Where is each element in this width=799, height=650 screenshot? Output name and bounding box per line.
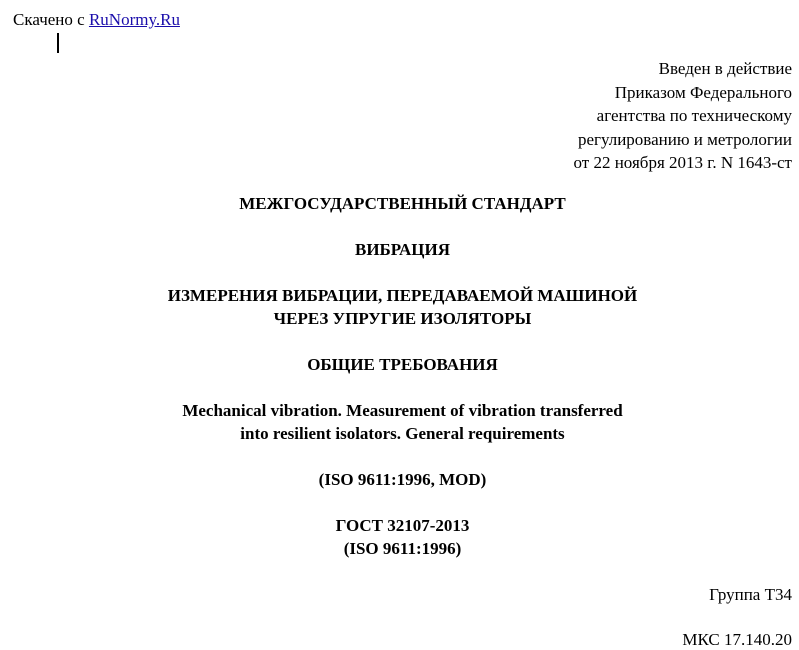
source-site-link[interactable]: RuNormy.Ru xyxy=(88,10,180,29)
approval-line: Приказом Федерального xyxy=(614,82,792,102)
approval-line: агентства по техническому xyxy=(596,106,792,125)
download-prefix: Скачено с xyxy=(13,10,89,29)
iso-reference: (ISO 9611:1996, MOD) xyxy=(318,470,487,489)
standard-subtitle: ОБЩИЕ ТРЕБОВАНИЯ xyxy=(307,355,498,374)
gost-iso: (ISO 9611:1996) xyxy=(343,539,462,558)
standard-type: МЕЖГОСУДАРСТВЕННЫЙ СТАНДАРТ xyxy=(239,194,566,213)
gost-number: ГОСТ 32107-2013 xyxy=(335,516,470,535)
title-line: ЧЕРЕЗ УПРУГИЕ ИЗОЛЯТОРЫ xyxy=(273,309,532,328)
standard-subtitle-heading xyxy=(0,353,799,376)
approval-line: Введен в действие xyxy=(658,59,792,78)
standard-type-heading xyxy=(0,192,799,215)
classification-mks: МКС 17.140.20 xyxy=(682,630,792,649)
iso-reference-heading xyxy=(0,468,799,491)
approval-line: регулированию и метрологии xyxy=(577,129,792,149)
gost-designation-heading xyxy=(0,514,799,560)
standard-subject-heading xyxy=(0,238,799,261)
approval-block xyxy=(574,57,793,175)
classification-group: Группа Т34 xyxy=(709,585,792,604)
approval-line: от 22 ноября 2013 г. N 1643-ст xyxy=(573,153,792,172)
english-title-line: into resilient isolators. General requirements xyxy=(240,424,565,443)
english-title-heading xyxy=(0,399,799,445)
text-cursor xyxy=(57,33,59,53)
download-source-line xyxy=(13,10,180,30)
title-line: ИЗМЕРЕНИЯ ВИБРАЦИИ, ПЕРЕДАВАЕМОЙ МАШИНОЙ xyxy=(167,286,638,305)
english-title-line: Mechanical vibration. Measurement of vibration transferred xyxy=(182,401,623,420)
standard-title-heading xyxy=(0,284,799,330)
standard-subject: ВИБРАЦИЯ xyxy=(354,240,450,259)
